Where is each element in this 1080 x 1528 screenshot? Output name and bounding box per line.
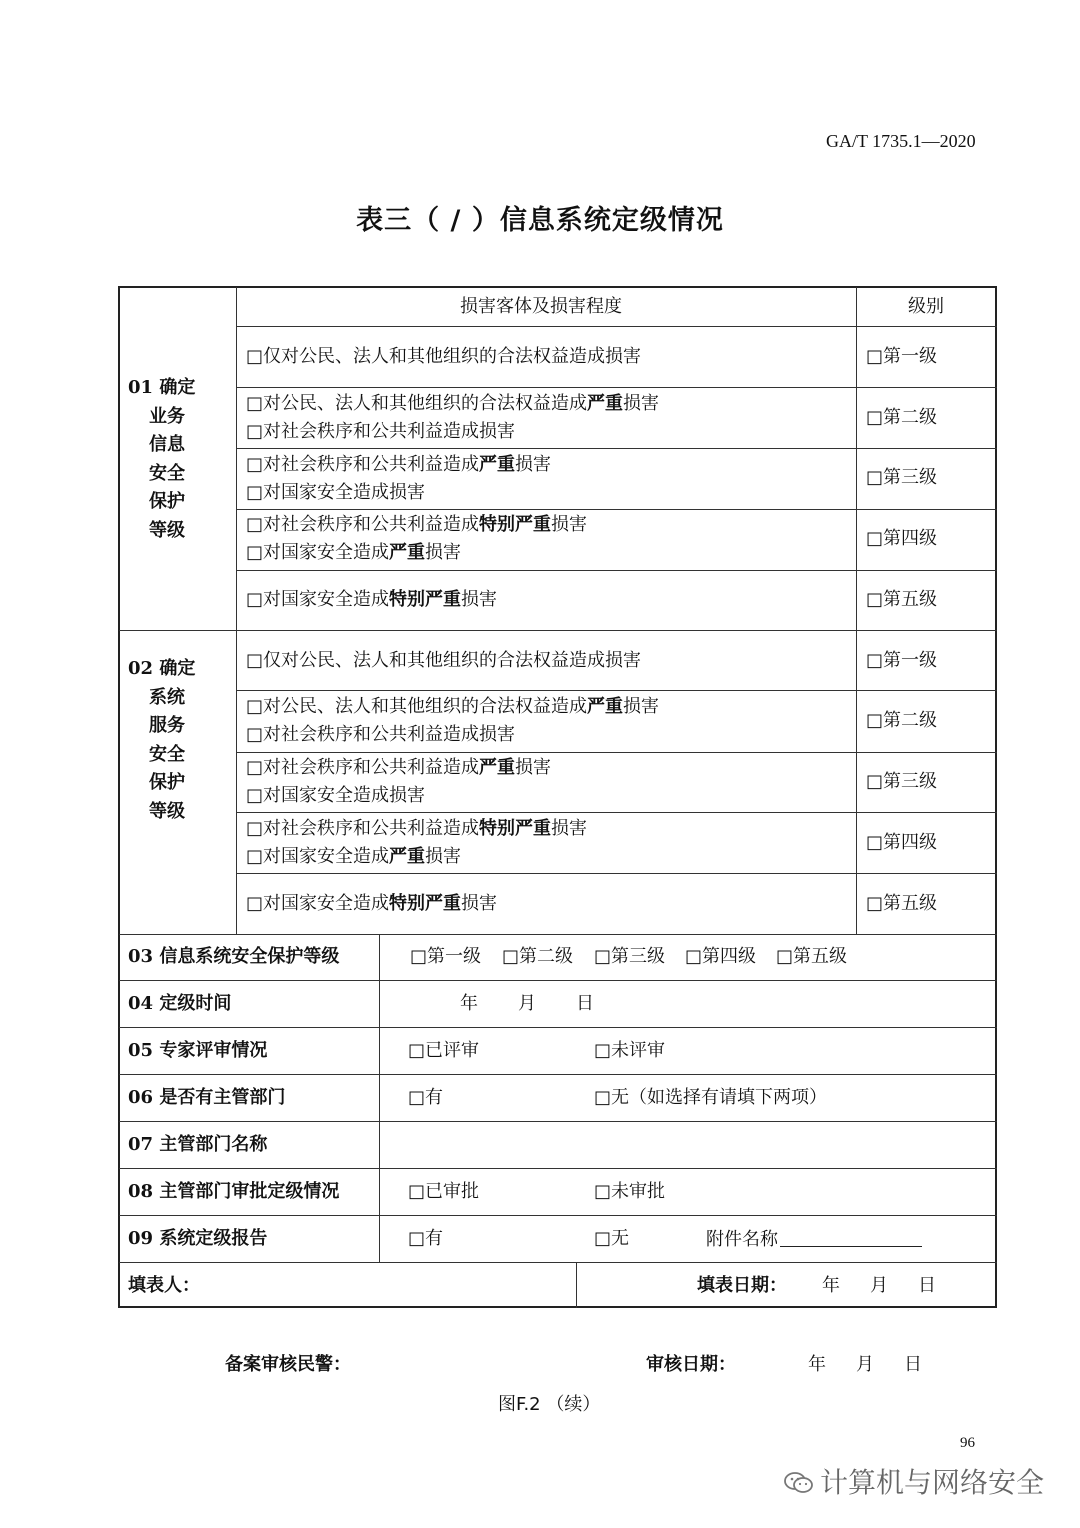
row04-year[interactable]: 年 xyxy=(460,993,478,1014)
review-date-label: 审核日期： xyxy=(646,1354,736,1375)
s1-row2-text1[interactable]: □对公民、法人和其他组织的合法权益造成严重损害 xyxy=(246,393,660,414)
row03-opt-3[interactable]: □第三级 xyxy=(594,946,666,967)
s2-level-2[interactable]: □第二级 xyxy=(866,710,938,731)
page-number: 96 xyxy=(960,1435,975,1451)
review-day[interactable]: 日 xyxy=(904,1354,922,1375)
s1-level-3[interactable]: □第三级 xyxy=(866,467,938,488)
s2-level-1[interactable]: □第一级 xyxy=(866,650,938,671)
header-damage: 损害客体及损害程度 xyxy=(460,296,622,317)
standard-code: GA/T 1735.1—2020 xyxy=(826,131,976,151)
row05-opt-not-reviewed[interactable]: □未评审 xyxy=(594,1040,666,1061)
fill-date-label: 填表日期： xyxy=(697,1275,787,1296)
s1-row4-text2[interactable]: □对国家安全造成严重损害 xyxy=(246,542,462,563)
section-02-label: 02 确定 系统 服务 安全 保护 等级 xyxy=(128,658,196,822)
s2-row2-text1[interactable]: □对公民、法人和其他组织的合法权益造成严重损害 xyxy=(246,696,660,717)
s2-row1-text[interactable]: □仅对公民、法人和其他组织的合法权益造成损害 xyxy=(246,650,642,671)
fill-day[interactable]: 日 xyxy=(918,1275,936,1296)
header-level: 级别 xyxy=(908,296,944,317)
row03-opt-2[interactable]: □第二级 xyxy=(502,946,574,967)
fill-month[interactable]: 月 xyxy=(870,1275,888,1296)
watermark xyxy=(784,1461,1044,1501)
s1-level-4[interactable]: □第四级 xyxy=(866,528,938,549)
review-month[interactable]: 月 xyxy=(856,1354,874,1375)
row03-label: 03 信息系统安全保护等级 xyxy=(128,946,340,967)
s1-row3-text2[interactable]: □对国家安全造成损害 xyxy=(246,482,426,503)
filler-label: 填表人： xyxy=(128,1275,200,1296)
row06-opt-yes[interactable]: □有 xyxy=(408,1087,444,1108)
row04-month[interactable]: 月 xyxy=(518,993,536,1014)
row04-day[interactable]: 日 xyxy=(576,993,594,1014)
row09-label: 09 系统定级报告 xyxy=(128,1228,268,1249)
row06-opt-no[interactable]: □无（如选择有请填下两项） xyxy=(594,1087,828,1108)
s1-level-5[interactable]: □第五级 xyxy=(866,589,938,610)
row06-label: 06 是否有主管部门 xyxy=(128,1087,286,1108)
row03-opt-4[interactable]: □第四级 xyxy=(685,946,757,967)
review-police-label: 备案审核民警： xyxy=(225,1354,351,1375)
s2-row3-text1[interactable]: □对社会秩序和公共利益造成严重损害 xyxy=(246,757,552,778)
s2-level-3[interactable]: □第三级 xyxy=(866,771,938,792)
row08-label: 08 主管部门审批定级情况 xyxy=(128,1181,340,1202)
page-title: 表三（ / ）信息系统定级情况 xyxy=(356,205,724,236)
review-year[interactable]: 年 xyxy=(808,1354,826,1375)
s2-row3-text2[interactable]: □对国家安全造成损害 xyxy=(246,785,426,806)
row08-opt-approved[interactable]: □已审批 xyxy=(408,1181,480,1202)
row05-opt-reviewed[interactable]: □已评审 xyxy=(408,1040,480,1061)
watermark-text: 计算机与网络安全 xyxy=(819,1466,1044,1499)
fill-year[interactable]: 年 xyxy=(822,1275,840,1296)
wechat-icon xyxy=(784,1471,814,1495)
row03-opt-1[interactable]: □第一级 xyxy=(410,946,482,967)
s1-row5-text[interactable]: □对国家安全造成特别严重损害 xyxy=(246,589,498,610)
s1-row4-text1[interactable]: □对社会秩序和公共利益造成特别严重损害 xyxy=(246,514,588,535)
s1-level-1[interactable]: □第一级 xyxy=(866,346,938,367)
row09-opt-no[interactable]: □无 xyxy=(594,1228,630,1249)
section-01-label: 01 确定 业务 信息 安全 保护 等级 xyxy=(128,377,196,541)
s1-level-2[interactable]: □第二级 xyxy=(866,407,938,428)
s1-row3-text1[interactable]: □对社会秩序和公共利益造成严重损害 xyxy=(246,454,552,475)
s2-row2-text2[interactable]: □对社会秩序和公共利益造成损害 xyxy=(246,724,516,745)
row09-opt-yes[interactable]: □有 xyxy=(408,1228,444,1249)
s2-row4-text2[interactable]: □对国家安全造成严重损害 xyxy=(246,846,462,867)
row07-label: 07 主管部门名称 xyxy=(128,1134,268,1155)
s1-row1-text[interactable]: □仅对公民、法人和其他组织的合法权益造成损害 xyxy=(246,346,642,367)
s2-level-5[interactable]: □第五级 xyxy=(866,893,938,914)
s1-row2-text2[interactable]: □对社会秩序和公共利益造成损害 xyxy=(246,421,516,442)
row08-opt-not-approved[interactable]: □未审批 xyxy=(594,1181,666,1202)
s2-row5-text[interactable]: □对国家安全造成特别严重损害 xyxy=(246,893,498,914)
s2-level-4[interactable]: □第四级 xyxy=(866,832,938,853)
attachment-underline[interactable] xyxy=(780,1230,922,1247)
row04-label: 04 定级时间 xyxy=(128,993,232,1014)
row09-attachment[interactable]: 附件名称 xyxy=(706,1230,922,1249)
figure-caption: 图F.2 （续） xyxy=(498,1394,601,1415)
s2-row4-text1[interactable]: □对社会秩序和公共利益造成特别严重损害 xyxy=(246,818,588,839)
row03-opt-5[interactable]: □第五级 xyxy=(776,946,848,967)
row05-label: 05 专家评审情况 xyxy=(128,1040,268,1061)
